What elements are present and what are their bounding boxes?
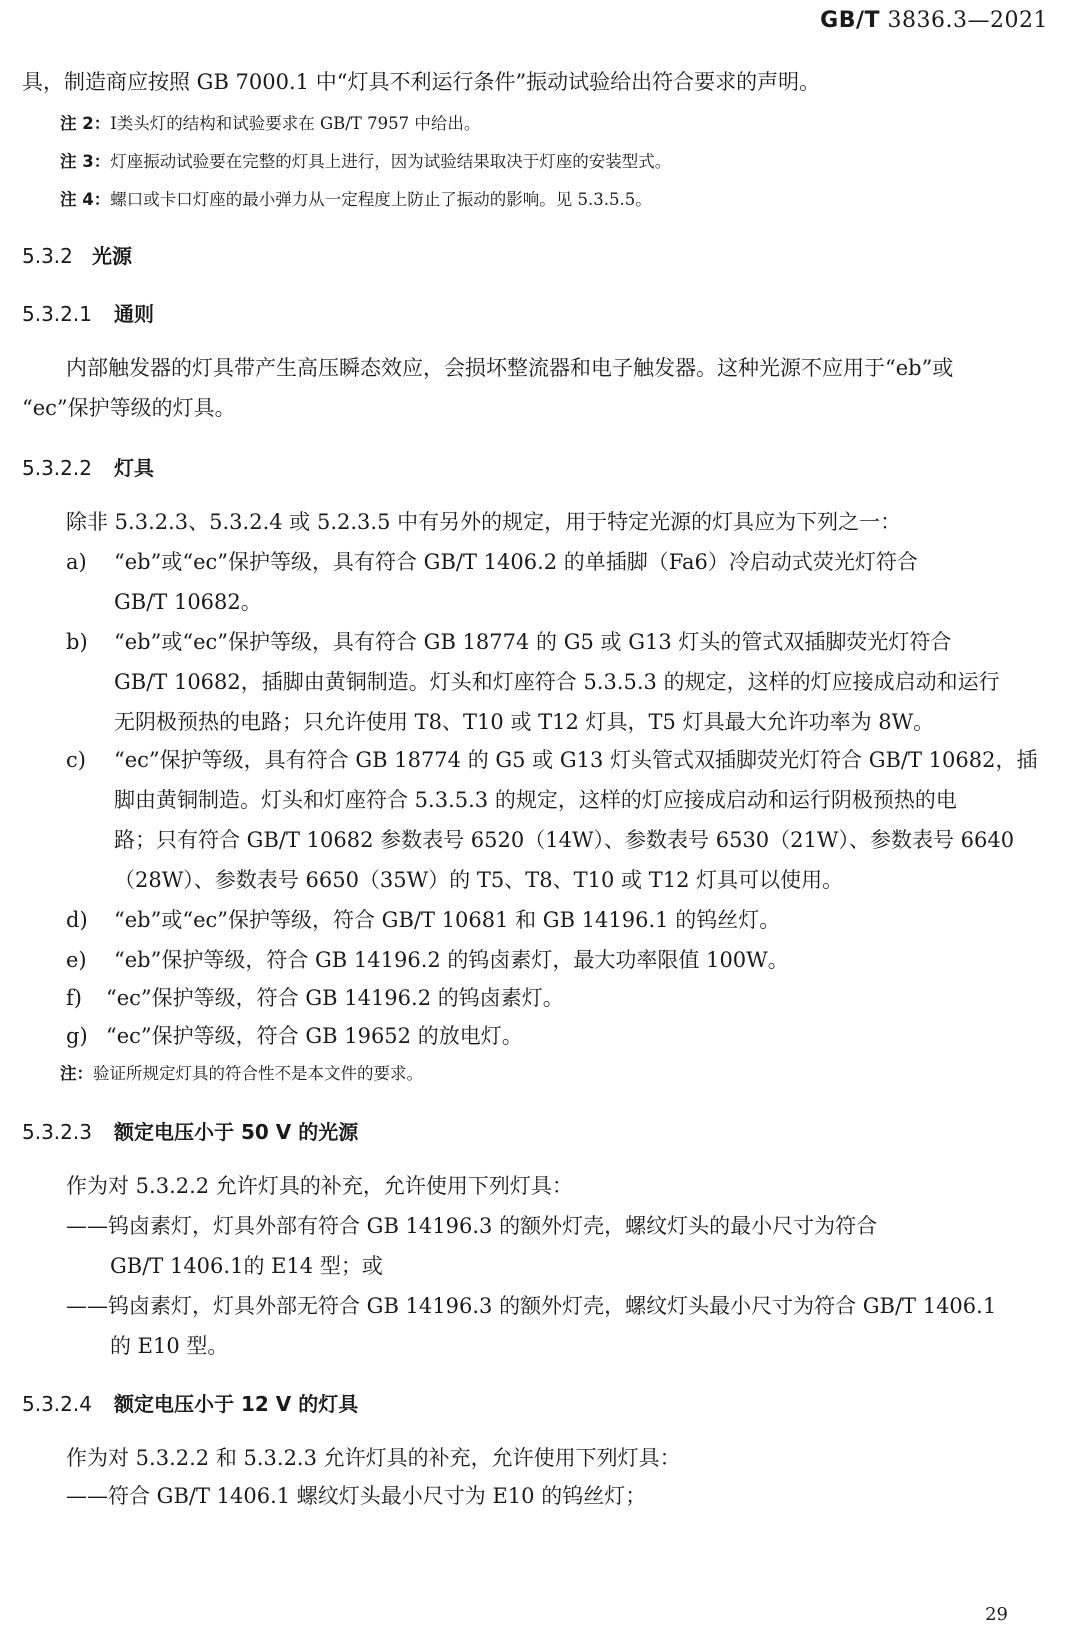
list-item-d: [66, 904, 780, 934]
dash-item-cont: GB/T 1406.1的 E14 型；或: [110, 1254, 383, 1278]
item-text-cont: GB/T 10682。: [114, 590, 262, 614]
list-item-b: [66, 626, 951, 656]
note-text: Ⅰ类头灯的结构和试验要求在 GB/T 7957 中给出。: [110, 114, 481, 133]
dash-item-cont: 的 E10 型。: [110, 1334, 229, 1358]
item-label: g): [66, 1024, 88, 1048]
dash-item: ——钨卤素灯，灯具外部有符合 GB 14196.3 的额外灯壳，螺纹灯头的最小尺寸为符合: [66, 1214, 878, 1238]
note-label: 注 4：: [60, 190, 111, 209]
standard-number: 3836.3—2021: [887, 8, 1048, 33]
list-item-f: [66, 982, 564, 1012]
item-label: c): [66, 748, 86, 772]
section-heading-5-3-2-3: [22, 1116, 358, 1145]
standard-code: GB/T: [820, 8, 881, 33]
paragraph-line: 作为对 5.3.2.2 允许灯具的补充，允许使用下列灯具：: [66, 1174, 573, 1198]
list-item-g: [66, 1020, 523, 1050]
item-text: “ec”保护等级，符合 GB 19652 的放电灯。: [106, 1024, 523, 1048]
note-text: 螺口或卡口灯座的最小弹力从一定程度上防止了振动的影响。见 5.3.5.5。: [110, 190, 652, 209]
paragraph-line: 除非 5.3.2.3、5.3.2.4 或 5.2.3.5 中有另外的规定，用于特定光源的灯具应为下列之一：: [66, 510, 902, 534]
item-text-cont: GB/T 10682，插脚由黄铜制造。灯头和灯座符合 5.3.5.3 的规定，这样的灯应接成启动和运行: [114, 670, 1000, 694]
section-heading-5-3-2-1: [22, 298, 154, 327]
list-item-c: [66, 744, 1037, 774]
section-title: 光源: [92, 244, 132, 268]
item-label: d): [66, 908, 88, 932]
note-4: [60, 186, 652, 210]
item-label: b): [66, 630, 88, 654]
item-text-cont: 路；只有符合 GB/T 10682 参数表号 6520（14W）、参数表号 6530（21W）、参数表号 6640: [114, 828, 1015, 852]
item-text: “ec”保护等级，具有符合 GB 18774 的 G5 或 G13 灯头管式双插脚荧光灯符合 GB/T 10682，插: [114, 748, 1038, 772]
section-heading-5-3-2: [22, 240, 132, 269]
section-title: 额定电压小于 12 V 的灯具: [114, 1392, 359, 1416]
note-label: 注 3：: [60, 152, 111, 171]
dash-item: ——符合 GB/T 1406.1 螺纹灯头最小尺寸为 E10 的钨丝灯；: [66, 1484, 647, 1508]
note-general: [60, 1060, 423, 1084]
item-label: a): [66, 550, 87, 574]
section-number: 5.3.2.2: [22, 456, 92, 480]
section-heading-5-3-2-4: [22, 1388, 358, 1417]
item-text-cont: 无阴极预热的电路；只允许使用 T8、T10 或 T12 灯具，T5 灯具最大允许功率为 8W。: [114, 710, 935, 734]
item-text: “eb”或“ec”保护等级，具有符合 GB/T 1406.2 的单插脚（Fa6）冷启动式荧光灯符合: [114, 550, 918, 574]
note-3: [60, 148, 671, 172]
paragraph-line: “ec”保护等级的灯具。: [22, 396, 236, 420]
item-text: “eb”或“ec”保护等级，具有符合 GB 18774 的 G5 或 G13 灯头的管式双插脚荧光灯符合: [114, 630, 952, 654]
item-text: “ec”保护等级，符合 GB 14196.2 的钨卤素灯。: [106, 986, 564, 1010]
section-number: 5.3.2: [22, 244, 73, 268]
section-number: 5.3.2.3: [22, 1120, 92, 1144]
list-item-e: [66, 944, 789, 974]
section-title: 灯具: [114, 456, 154, 480]
item-text-cont: （28W）、参数表号 6650（35W）的 T5、T8、T10 或 T12 灯具可以使用。: [114, 868, 844, 892]
item-label: e): [66, 948, 87, 972]
note-2: [60, 110, 480, 134]
item-text: “eb”保护等级，符合 GB 14196.2 的钨卤素灯，最大功率限值 100W。: [114, 948, 789, 972]
paragraph-line: 作为对 5.3.2.2 和 5.3.2.3 允许灯具的补充，允许使用下列灯具：: [66, 1446, 681, 1470]
item-text-cont: 脚由黄铜制造。灯头和灯座符合 5.3.5.3 的规定，这样的灯应接成启动和运行阴极预热的电: [114, 788, 957, 812]
item-text: “eb”或“ec”保护等级，符合 GB/T 10681 和 GB 14196.1 的钨丝灯。: [114, 908, 781, 932]
note-text: 验证所规定灯具的符合性不是本文件的要求。: [93, 1064, 423, 1083]
list-item-a: [66, 546, 918, 576]
paragraph-line: 内部触发器的灯具带产生高压瞬态效应，会损坏整流器和电子触发器。这种光源不应用于“eb”或: [66, 356, 954, 380]
section-number: 5.3.2.4: [22, 1392, 92, 1416]
item-label: f): [66, 986, 82, 1010]
section-heading-5-3-2-2: [22, 452, 154, 481]
note-text: 灯座振动试验要在完整的灯具上进行，因为试验结果取决于灯座的安装型式。: [110, 152, 672, 171]
note-label: 注 2：: [60, 114, 111, 133]
page-number: 29: [985, 1604, 1008, 1625]
dash-item: ——钨卤素灯，灯具外部无符合 GB 14196.3 的额外灯壳，螺纹灯头最小尺寸为符合 GB/T 1406.1: [66, 1294, 997, 1318]
intro-line: 具，制造商应按照 GB 7000.1 中“灯具不利运行条件”振动试验给出符合要求的声明。: [22, 70, 821, 94]
section-number: 5.3.2.1: [22, 302, 92, 326]
section-title: 通则: [114, 302, 154, 326]
page-header: [820, 8, 1048, 33]
note-label: 注：: [60, 1064, 93, 1083]
section-title: 额定电压小于 50 V 的光源: [114, 1120, 359, 1144]
